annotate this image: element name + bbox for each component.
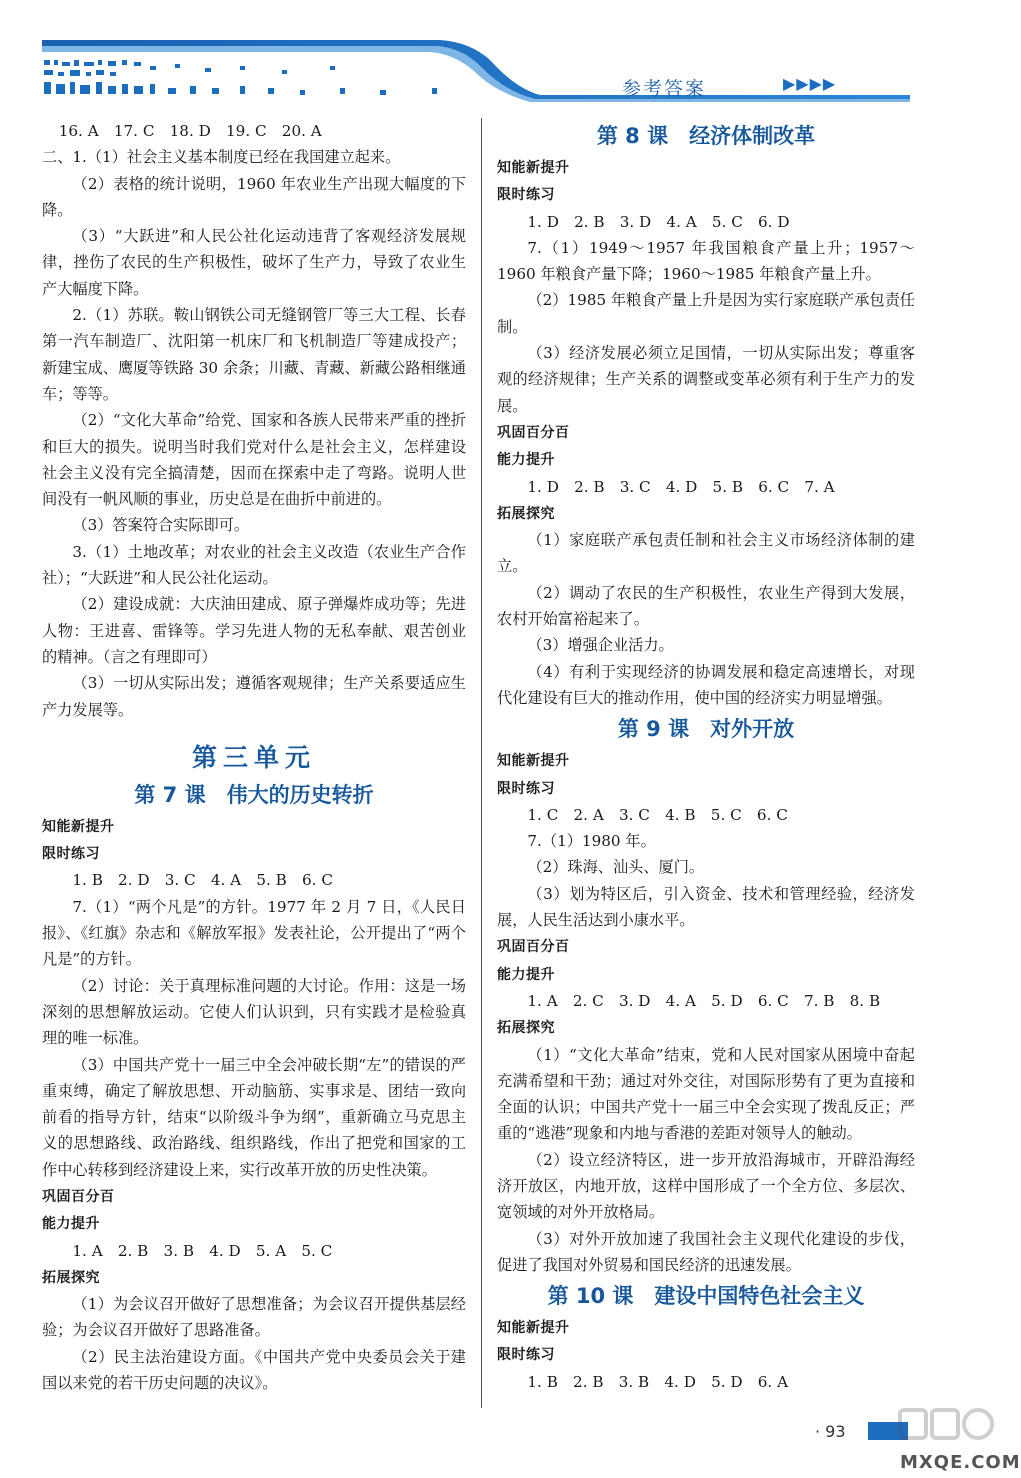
page-header <box>0 0 1000 112</box>
section-label: 限时练习 <box>497 187 555 204</box>
answer-paragraph: 7.（1）“两个凡是”的方针。1977 年 2 月 7 日，《人民日报》、《红旗》杂志和《解放军报》发表社论，公开提出了“两个凡是”的方针。 <box>42 897 466 969</box>
answer-paragraph: （1）为会议召开做好了思想准备；为会议召开提供基层经验；为会议召开做好了思路准备。 <box>42 1295 466 1340</box>
answer-paragraph: （3）划为特区后，引入资金、技术和管理经验，经济发展，人民生活达到小康水平。 <box>497 884 915 930</box>
answer-paragraph: （2）表格的统计说明，1960 年农业生产出现大幅度的下降。 <box>42 174 466 219</box>
answer-paragraph: （1）家庭联产承包责任制和社会主义市场经济体制的建立。 <box>497 531 915 576</box>
answer-paragraph: （2）民主法治建设方面。《中国共产党中央委员会关于建国以来党的若干历史问题的决议》。 <box>42 1347 466 1393</box>
answer-paragraph: 1. B 2. B 3. B 4. D 5. D 6. A <box>527 1372 789 1391</box>
watermark-text: MXQE.COM <box>900 1452 1021 1473</box>
header-banner <box>0 0 1000 112</box>
lesson-title: 第 9 课 对外开放 <box>617 717 795 742</box>
section-label: 限时练习 <box>497 1347 555 1364</box>
answer-paragraph: 1. A 2. C 3. D 4. A 5. D 6. C 7. B 8. B <box>527 991 881 1010</box>
lesson-title: 第 8 课 经济体制改革 <box>596 124 816 148</box>
answer-paragraph: 7.（1）1949～1957 年我国粮食产量上升；1957～1960 年粮食产量下降；1960～1985 年粮食产量上升。 <box>497 238 915 284</box>
section-label: 限时练习 <box>497 780 555 797</box>
answer-paragraph: （4）有利于实现经济的协调发展和稳定高速增长，对现代化建设有巨大的推动作用，使中国的经济实力明显增强。 <box>497 662 915 707</box>
section-label: 知能新提升 <box>497 753 570 770</box>
answer-paragraph: 1. A 2. B 3. B 4. D 5. A 5. C <box>72 1241 333 1260</box>
section-label: 巩固百分百 <box>497 424 570 441</box>
answer-paragraph: （2）1985 年粮食产量上升是因为实行家庭联产承包责任制。 <box>497 291 915 336</box>
section-label: 能力提升 <box>42 1216 100 1233</box>
section-label: 能力提升 <box>497 452 555 469</box>
right-column <box>497 118 915 1395</box>
answer-paragraph: （2）设立经济特区，进一步开放沿海城市，开辟沿海经济开放区，内地开放，这样中国形成了一个全方位、多层次、宽领域的对外开放格局。 <box>497 1150 915 1222</box>
section-label: 知能新提升 <box>497 160 570 176</box>
section-label: 巩固百分百 <box>42 1188 115 1205</box>
lesson-title: 第 10 课 建设中国特色社会主义 <box>547 1284 865 1309</box>
answer-paragraph: 16. A 17. C 18. D 19. C 20. A <box>58 122 322 140</box>
column-divider <box>481 118 482 1408</box>
answer-paragraph: （3）对外开放加速了我国社会主义现代化建设的步伐，促进了我国对外贸易和国民经济的迅速发展。 <box>497 1229 915 1274</box>
answer-paragraph: （2）讨论：关于真理标准问题的大讨论。作用：这是一场深刻的思想解放运动。它使人们认识到，只有实践才是检验真理的唯一标准。 <box>42 976 466 1048</box>
answer-paragraph: （2）调动了农民的生产积极性，农业生产得到大发展，农村开始富裕起来了。 <box>497 583 915 629</box>
answer-paragraph: 1. C 2. A 3. C 4. B 5. C 6. C <box>527 805 788 824</box>
answer-paragraph: 1. D 2. B 3. C 4. D 5. B 6. C 7. A <box>527 477 835 496</box>
left-column <box>42 118 466 1396</box>
section-label: 能力提升 <box>497 966 555 983</box>
answer-paragraph: 1. D 2. B 3. D 4. A 5. C 6. D <box>527 212 790 231</box>
answer-paragraph: （2）珠海、汕头、厦门。 <box>527 858 705 877</box>
answer-paragraph: 1. B 2. D 3. C 4. A 5. B 6. C <box>72 871 333 890</box>
section-label: 限时练习 <box>42 846 100 863</box>
answer-paragraph: 二、1.（1）社会主义基本制度已经在我国建立起来。 <box>42 148 401 167</box>
answer-paragraph: （1）“文化大革命”结束，党和人民对国家从困境中奋起充满希望和干劲；通过对外交往，对国际形势有了更为直接和全面的认识；中国共产党十一届三中全会实现了拨乱反正；严重的“逃港”现象和内地与香港的差距对领导人的触动。 <box>497 1045 915 1143</box>
section-label: 知能新提升 <box>497 1320 570 1337</box>
header-title: 参考答案 <box>622 78 707 100</box>
answer-paragraph: （3）答案符合实际即可。 <box>72 516 250 535</box>
answer-paragraph: （3）经济发展必须立足国情，一切从实际出发；尊重客观的经济规律；生产关系的调整或变革必须有利于生产力的发展。 <box>497 344 915 415</box>
answer-paragraph: （2）建设成就：大庆油田建成、原子弹爆炸成功等；先进人物：王进喜、雷锋等。学习先进人物的无私奉献、艰苦创业的精神。（言之有理即可） <box>42 595 466 666</box>
answer-paragraph: （3）中国共产党十一届三中全会冲破长期“左”的错误的严重束缚，确定了解放思想、开动脑筋、实事求是、团结一致向前看的指导方针，结束“以阶级斗争为纲”，重新确立马克思主义的思想路线、政治路线、组织路线，作出了把党和国家的工作中心转移到经济建设上来，实行改革开放的历史性决策。 <box>42 1055 466 1179</box>
section-label: 拓展探究 <box>497 505 555 522</box>
page-number: · 93 <box>815 1422 846 1441</box>
answer-paragraph: 2.（1）苏联。鞍山钢铁公司无缝钢管厂等三大工程、长春第一汽车制造厂、沈阳第一机床厂和飞机制造厂等建成投产；新建宝成、鹰厦等铁路 30 余条；川藏、青藏、新藏公路相继通车；等等。 <box>42 306 466 403</box>
answer-paragraph: （3）“大跃进”和人民公社化运动违背了客观经济发展规律，挫伤了农民的生产积极性，破坏了生产力，导致了农业生产大幅度下降。 <box>42 227 466 298</box>
section-label: 巩固百分百 <box>497 939 570 956</box>
answer-paragraph: （3）增强企业活力。 <box>527 636 674 655</box>
answer-paragraph: （3）一切从实际出发；遵循客观规律；生产关系要适应生产力发展等。 <box>42 674 466 719</box>
section-label: 知能新提升 <box>42 818 115 835</box>
answer-paragraph: 3.（1）土地改革；对农业的社会主义改造（农业生产合作社）；“大跃进”和人民公社化运动。 <box>42 542 466 588</box>
unit-title: 第三单元 <box>191 742 316 772</box>
answer-paragraph: （2）“文化大革命”给党、国家和各族人民带来严重的挫折和巨大的损失。说明当时我们党对什么是社会主义，怎样建设社会主义没有完全搞清楚，因而在探索中走了弯路。说明人世间没有一帆风顺的事业，历史总是在曲折中前进的。 <box>42 411 466 509</box>
answer-paragraph: 7.（1）1980 年。 <box>527 832 656 851</box>
header-arrows-icon: ▶▶▶▶ <box>783 74 837 93</box>
lesson-title: 第 7 课 伟大的历史转折 <box>134 782 374 807</box>
section-label: 拓展探究 <box>42 1269 100 1286</box>
section-label: 拓展探究 <box>497 1020 555 1037</box>
